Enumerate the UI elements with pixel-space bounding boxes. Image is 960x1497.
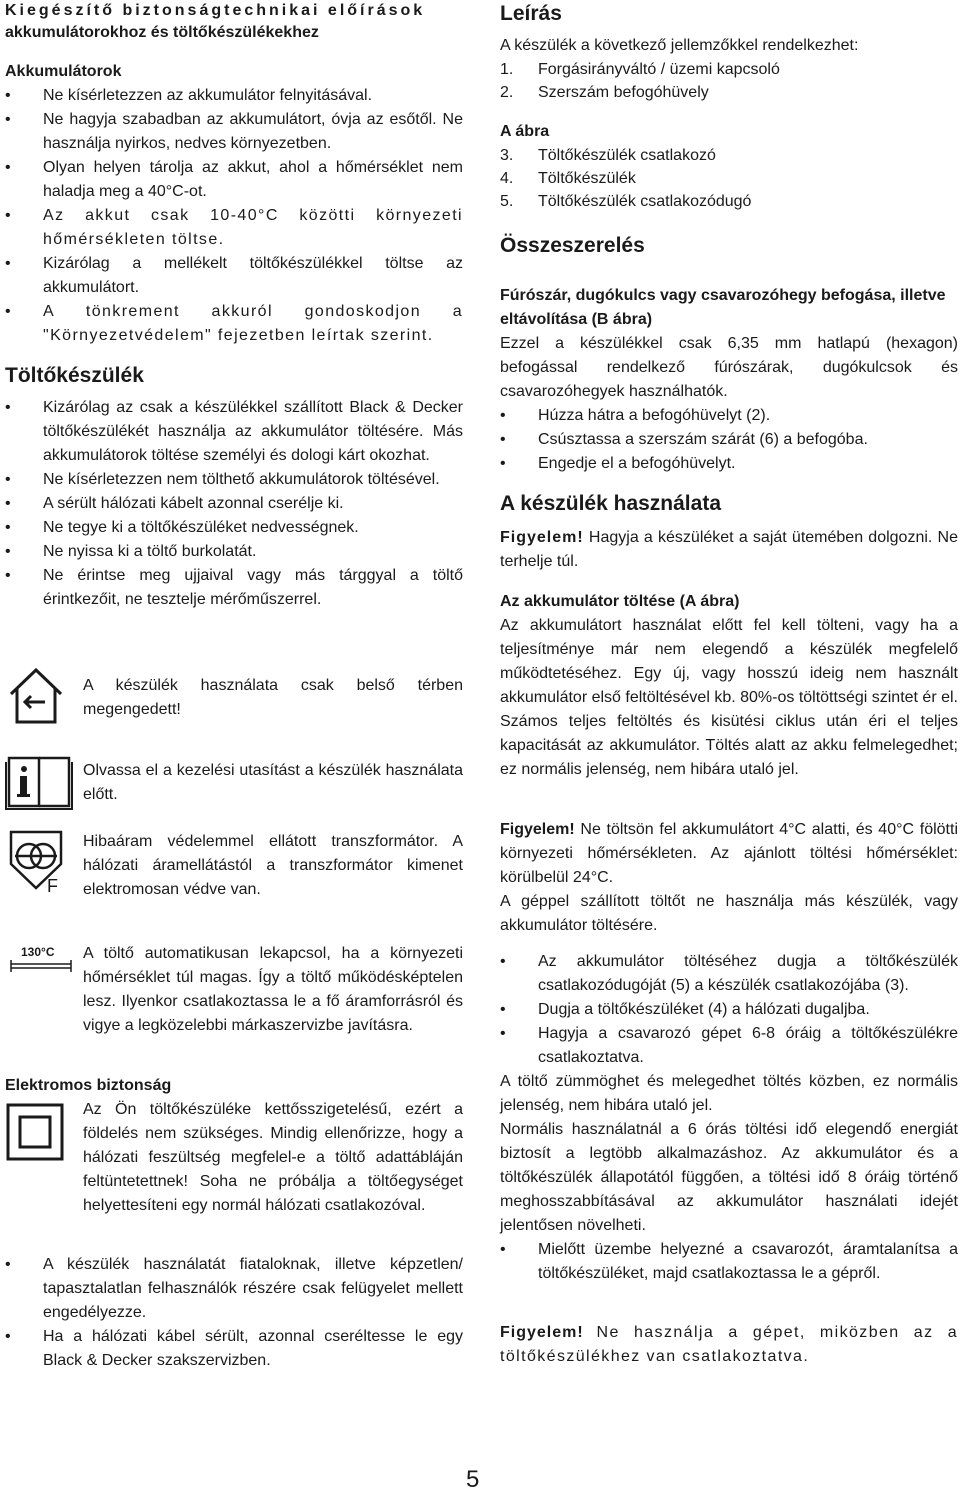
assembly-subheading: Fúrószár, dugókulcs vagy csavarozóhegy befogása, illetve eltávolítása (B ábra) [500, 287, 946, 328]
leiras-list [500, 58, 958, 104]
thermal-label: 130°C [21, 945, 55, 959]
transformer-text: Hibaáram védelemmel ellátott transzformátor. A hálózati áramellátástól a transzformátor kimenet elektromosan védve van. [83, 833, 463, 898]
charging-heading: Az akkumulátor töltése (A ábra) [500, 593, 740, 610]
elsafety-heading: Elektromos biztonság [5, 1077, 172, 1094]
list-item: • Hagyja a csavarozó gépet 6-8 óráig a töltőkészülékre csatlakoztatva. [500, 1022, 958, 1070]
list-item: • Ne érintse meg ujjaival vagy más tárggyal a töltő érintkezőit, ne tesztelje mérőműszerrel. [5, 564, 463, 612]
title-line-2: akkumulátorokhoz és töltőkészülékekhez [5, 24, 319, 41]
manual-text: Olvassa el a kezelési utasítást a készülék használata előtt. [83, 762, 463, 803]
assembly-text: Ezzel a készülékkel csak 6,35 mm hatlapú (hexagon) befogással rendelkező fúrószárak, dugókulcsok és csavarozóhegyek használhatók. [500, 335, 958, 400]
assembly-heading: Összeszerelés [500, 234, 645, 257]
list-item: 3. Töltőkészülék csatlakozó [500, 147, 716, 164]
elsafety-text: Az Ön töltőkészüléke kettősszigetelésű, ezért a földelés nem szükséges. Mindig ellenőrizze, hogy a hálózati feszültség megfelel-e a töltő adattábláján feltüntetettnek! Soha ne próbálja a töltőegységet helyettesíteni egy normál hálózati csatlakozóval. [83, 1101, 463, 1214]
list-item: • Ne tegye ki a töltőkészüléket nedvességnek. [5, 516, 463, 540]
charging-warning: Figyelem! Ne töltsön fel akkumulátort 4°C alatti, és 40°C fölötti környezeti hőmérsékleten. Az ajánlott töltési hőmérséklet: körülbelül 24°C. [500, 821, 958, 886]
assembly-list [500, 404, 958, 476]
thermal-text: A töltő automatikusan lekapcsol, ha a környezeti hőmérséklet túl magas. Így a töltő működésképtelen lesz. Ilyenkor csatlakoztassa le a fő áramforrásról és vigye a legközelebbi márkaszervizbe javításra. [83, 945, 463, 1034]
page-number: 5 [466, 1466, 480, 1493]
list-item: • Az akkut csak 10-40°C közötti környezeti hőmérsékleten töltse. [5, 204, 463, 252]
leiras-intro: A készülék a következő jellemzőkkel rendelkezhet: [500, 37, 859, 54]
list-item: • Kizárólag a mellékelt töltőkészülékkel töltse az akkumulátort. [5, 252, 463, 300]
list-item: • Ne kísérletezzen nem tölthető akkumulátorok töltésével. [5, 468, 463, 492]
list-item: • A készülék használatát fiataloknak, illetve képzetlen/ tapasztalatlan felhasználók részére csak felügyelet mellett engedélyezze. [5, 1253, 463, 1325]
charging-list-2 [500, 1238, 958, 1286]
list-item: • Ne nyissa ki a töltő burkolatát. [5, 540, 463, 564]
abra-list [500, 144, 958, 213]
list-item: • A sérült hálózati kábelt azonnal cserélje ki. [5, 492, 463, 516]
list-item: • Csúsztassa a szerszám szárát (6) a befogóba. [500, 428, 958, 452]
safety-transformer-icon [5, 828, 83, 900]
usage-warning: Figyelem! Hagyja a készüléket a saját ütemében dolgozni. Ne terhelje túl. [500, 529, 958, 570]
leiras-heading: Leírás [500, 2, 562, 25]
read-manual-icon [5, 754, 83, 815]
final-warning: Figyelem! Ne használja a gépet, miközben az a töltőkészülékhez van csatlakoztatva. [500, 1324, 958, 1365]
title-line-1: Kiegészítő biztonságtechnikai előírások [5, 2, 426, 19]
akku-heading: Akkumulátorok [5, 63, 122, 80]
double-insulation-icon [5, 1098, 83, 1167]
transformer-letter: F [47, 876, 58, 896]
list-item: 2. Szerszám befogóhüvely [500, 84, 709, 101]
list-item: • Dugja a töltőkészüléket (4) a hálózati dugaljba. [500, 998, 958, 1022]
charging-text-2: A géppel szállított töltőt ne használja más készülék, vagy akkumulátor töltésére. [500, 893, 958, 934]
akku-list [5, 84, 463, 348]
charging-text-4: Normális használatnál a 6 órás töltési idő elegendő energiát biztosít a legtöbb alkalmazáshoz. Az akkumulátor és a töltőkészülék állapotától függően, a töltési idő 8 óráig történő meghosszabbításával az akkumulátor használati idejét jelentősen növelheti. [500, 1121, 958, 1234]
list-item: • Ne hagyja szabadban az akkumulátort, óvja az esőtől. Ne használja nyirkos, nedves környezetben. [5, 108, 463, 156]
charger-list [5, 396, 463, 612]
list-item: • Az akkumulátor töltéséhez dugja a töltőkészülék csatlakozódugóját (5) a készülék csatlakozójába (3). [500, 950, 958, 998]
list-item: 4. Töltőkészülék [500, 170, 636, 187]
list-item: • Olyan helyen tárolja az akkut, ahol a hőmérséklet nem haladja meg a 40°C-ot. [5, 156, 463, 204]
list-item: • Ne kísérletezzen az akkumulátor felnyitásával. [5, 84, 463, 108]
elsafety-list [5, 1253, 463, 1373]
list-item: • Mielőtt üzembe helyezné a csavarozót, áramtalanítsa a töltőkészüléket, majd csatlakoztassa le a gépről. [500, 1238, 958, 1286]
list-item: 5. Töltőkészülék csatlakozódugó [500, 193, 752, 210]
list-item: • Ha a hálózati kábel sérült, azonnal cseréltesse le egy Black & Decker szakszervizben. [5, 1325, 463, 1373]
abra-heading: A ábra [500, 123, 550, 140]
usage-heading: A készülék használata [500, 492, 721, 515]
page-title [5, 0, 463, 44]
list-item: • Engedje el a befogóhüvelyt. [500, 452, 958, 476]
list-item: 1. Forgásirányváltó / üzemi kapcsoló [500, 61, 780, 78]
list-item: • A tönkrement akkuról gondoskodjon a "Környezetvédelem" fejezetben leírtak szerint. [5, 300, 463, 348]
list-item: • Kizárólag az csak a készülékkel szállított Black & Decker töltőkészülékét használja az akkumulátor töltésére. Más akkumulátorok töltése személyi és dologi kárt okozhat. [5, 396, 463, 468]
charging-text-3: A töltő zümmöghet és melegedhet töltés közben, ez normális jelenség, nem hibára utaló jel. [500, 1073, 958, 1114]
indoor-house-icon [5, 666, 83, 733]
charger-heading: Töltőkészülék [5, 364, 144, 387]
charging-text: Az akkumulátort használat előtt fel kell tölteni, vagy ha a teljesítménye már nem elegendő a készülék megfelelő működtetéséhez. Egy új, vagy hosszú ideig nem használt akkumulátor első feltöltésével kb. 80%-os töltöttségi szintet ér el. Számos teljes feltöltés és kisütési ciklus után éri el teljes kapacitását az akkumulátor. Töltés alatt az akku felmelegedhet; ez normális jelenség, nem hibára utaló jel. [500, 617, 958, 778]
thermal-cutoff-icon [5, 942, 83, 972]
indoor-text: A készülék használata csak belső térben megengedett! [83, 677, 463, 718]
charging-list [500, 950, 958, 1070]
list-item: • Húzza hátra a befogóhüvelyt (2). [500, 404, 958, 428]
